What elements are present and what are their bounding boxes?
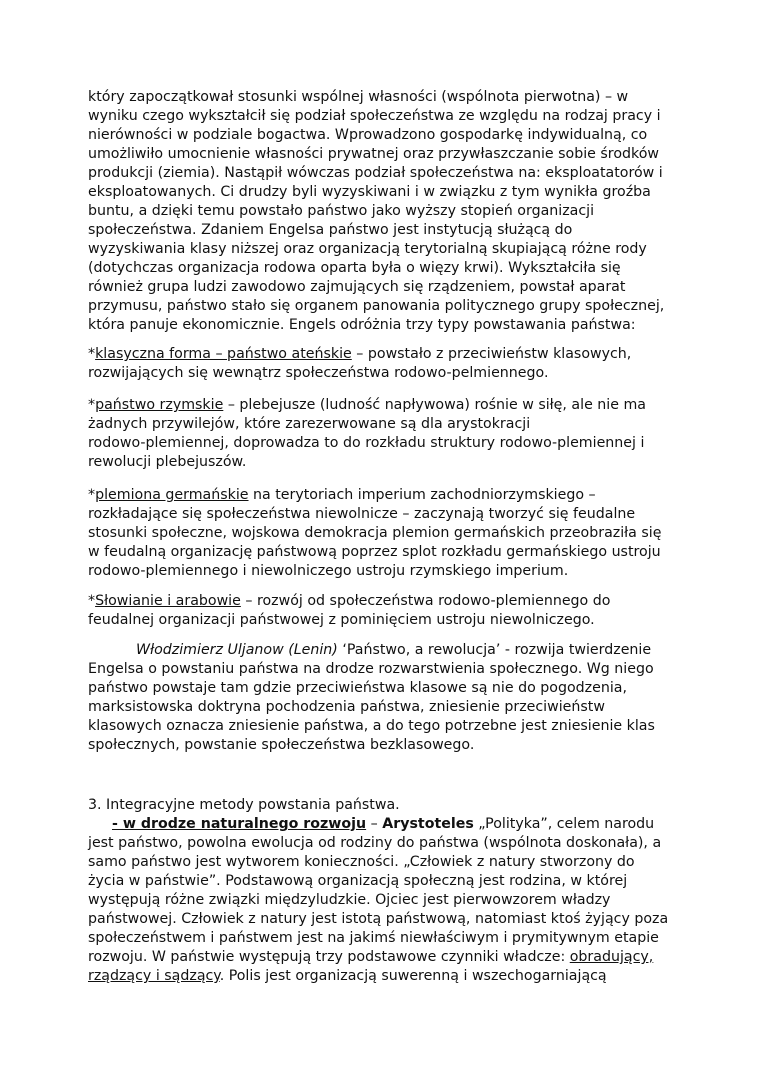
- bullet-term: państwo rzymskie: [95, 397, 224, 413]
- lenin-paragraph: [88, 641, 688, 755]
- bullet-text: – rozwój od społeczeństwa rodowo-plemiennego do: [240, 593, 611, 609]
- text-line: również grupa ludzi zawodowo zajmujących się rządzeniem, powstał aparat: [88, 279, 626, 295]
- text-line: jest państwo, powolna ewolucja od rodziny do państwa (wspólnota doskonała), a: [88, 835, 662, 851]
- text-line: w feudalną organizację państwową poprzez splot rozkładu germańskiego ustroju: [88, 544, 661, 560]
- text-line: który zapoczątkował stosunki wspólnej własności (wspólnota pierwotna) – w: [88, 89, 629, 105]
- bullet-star: *: [88, 593, 96, 609]
- text-line: społeczeństwem i państwem jest na jakimś niewłaściwym i prymitywnym etapie: [88, 930, 659, 946]
- text-line: państwowej. Człowiek z natury jest istotą państwową, natomiast ktoś żyjący poza: [88, 911, 669, 927]
- text-line: buntu, a dzięki temu powstało państwo jako wyższy stopień organizacji: [88, 203, 595, 219]
- text-line: marksistowska doktryna pochodzenia państwa, zniesienie przeciwieństw: [88, 699, 605, 715]
- bullet-star: *: [88, 397, 96, 413]
- section-author: Arystoteles: [382, 816, 474, 832]
- text-line: eksploatowanych. Ci drudzy byli wyzyskiwani i w związku z tym wynikła groźba: [88, 184, 651, 200]
- bullet-germanic: [88, 486, 688, 581]
- text-line: samo państwo jest wytworem konieczności. „Człowiek z natury stworzony do: [88, 854, 635, 870]
- text-line: [88, 396, 688, 415]
- bullet-slavs: [88, 592, 688, 630]
- bullet-text: – plebejusze (ludność napływowa) rośnie w siłę, ale nie ma: [223, 397, 646, 413]
- bullet-term: Słowianie i arabowie: [95, 593, 241, 609]
- text-line: rozwijających się wewnątrz społeczeństwa rodowo-pelmiennego.: [88, 365, 549, 381]
- text-line: [88, 345, 688, 364]
- bullet-roman: [88, 396, 688, 472]
- section-3: [88, 796, 688, 986]
- text-line: przymusu, państwo stało się organem panowania politycznego grupy społecznej,: [88, 298, 665, 314]
- text-line: stosunki społeczne, wojskowa demokracja plemion germańskich przeobraziła się: [88, 525, 662, 541]
- text-line: rodowo-plemiennego i niewolniczego ustroju rzymskiego imperium.: [88, 563, 569, 579]
- section-text: „Polityka”, celem narodu: [473, 816, 655, 832]
- section-sub-heading: - w drodze naturalnego rozwoju: [112, 816, 367, 832]
- lenin-author: Włodzimierz Uljanow (Lenin): [136, 642, 338, 658]
- text-line: społecznych, powstanie społeczeństwa bezklasowego.: [88, 737, 475, 753]
- text-line: rozkładające się społeczeństwa niewolnicze – zaczynają tworzyć się feudalne: [88, 506, 636, 522]
- text-line: wyniku czego wykształcił się podział społeczeństwa ze względu na rodzaj pracy i: [88, 108, 661, 124]
- text-line: która panuje ekonomicznie. Engels odróżnia trzy typy powstawania państwa:: [88, 317, 636, 333]
- text-line: feudalnej organizacji państwowej z pominięciem ustroju niewolniczego.: [88, 612, 595, 628]
- bullet-text: na terytoriach imperium zachodniorzymskiego –: [248, 487, 596, 503]
- text-line: wyzyskiwania klasy niższej oraz organizacją terytorialną skupiającą różne rody: [88, 241, 647, 257]
- text-line: [88, 815, 688, 834]
- text-line: (dotychczas organizacja rodowa oparta była o więzy krwi). Wykształciła się: [88, 260, 621, 276]
- section-heading: 3. Integracyjne metody powstania państwa.: [88, 797, 400, 813]
- text-line: [88, 641, 688, 660]
- text-line: produkcji (ziemia). Nastąpił wówczas podział społeczeństwa na: eksploatatorów i: [88, 165, 663, 181]
- underlined-term: rządzący i sądzący: [88, 968, 220, 984]
- text-line: rodowo-plemiennej, doprowadza to do rozkładu struktury rodowo-plemiennej i: [88, 435, 645, 451]
- text-line: [88, 486, 688, 505]
- bullet-text: – powstało z przeciwieństw klasowych,: [351, 346, 632, 362]
- text-line: występują różne związki międzyludzkie. Ojciec jest pierwowzorem władzy: [88, 892, 611, 908]
- text-line: umożliwiło umocnienie własności prywatnej oraz przywłaszczanie sobie środków: [88, 146, 659, 162]
- bullet-star: *: [88, 487, 96, 503]
- text-line: Engelsa o powstaniu państwa na drodze rozwarstwienia społecznego. Wg niego: [88, 661, 654, 677]
- bullet-term: klasyczna forma – państwo ateńskie: [95, 346, 352, 362]
- text-line: społeczeństwa. Zdaniem Engelsa państwo jest instytucją służącą do: [88, 222, 573, 238]
- text-line: klasowych oznacza zniesienie państwa, a do tego potrzebne jest zniesienie klas: [88, 718, 655, 734]
- text-line: państwo powstaje tam gdzie przeciwieństwa klasowe są nie do pogodzenia,: [88, 680, 627, 696]
- dash: –: [366, 816, 383, 832]
- text-line: [88, 967, 688, 986]
- text-line: [88, 592, 688, 611]
- text-line: rewolucji plebejuszów.: [88, 454, 247, 470]
- text-line: nierówności w podziale bogactwa. Wprowadzono gospodarkę indywidualną, co: [88, 127, 648, 143]
- section-text: rozwoju. W państwie występują trzy podstawowe czynniki władcze:: [88, 949, 570, 965]
- underlined-term: obradujący,: [569, 949, 654, 965]
- text-line: [88, 948, 688, 967]
- bullet-athenian: [88, 345, 688, 383]
- intro-paragraph: [88, 88, 688, 335]
- bullet-term: plemiona germańskie: [95, 487, 249, 503]
- text-line: żadnych przywilejów, które zarezerwowane są dla arystokracji: [88, 416, 531, 432]
- text-line: życia w państwie”. Podstawową organizacją społeczną jest rodzina, w której: [88, 873, 628, 889]
- lenin-text: ‘Państwo, a rewolucja’ - rozwija twierdzenie: [337, 642, 652, 658]
- bullet-star: *: [88, 346, 96, 362]
- section-text: . Polis jest organizacją suwerenną i wszechogarniającą: [219, 968, 607, 984]
